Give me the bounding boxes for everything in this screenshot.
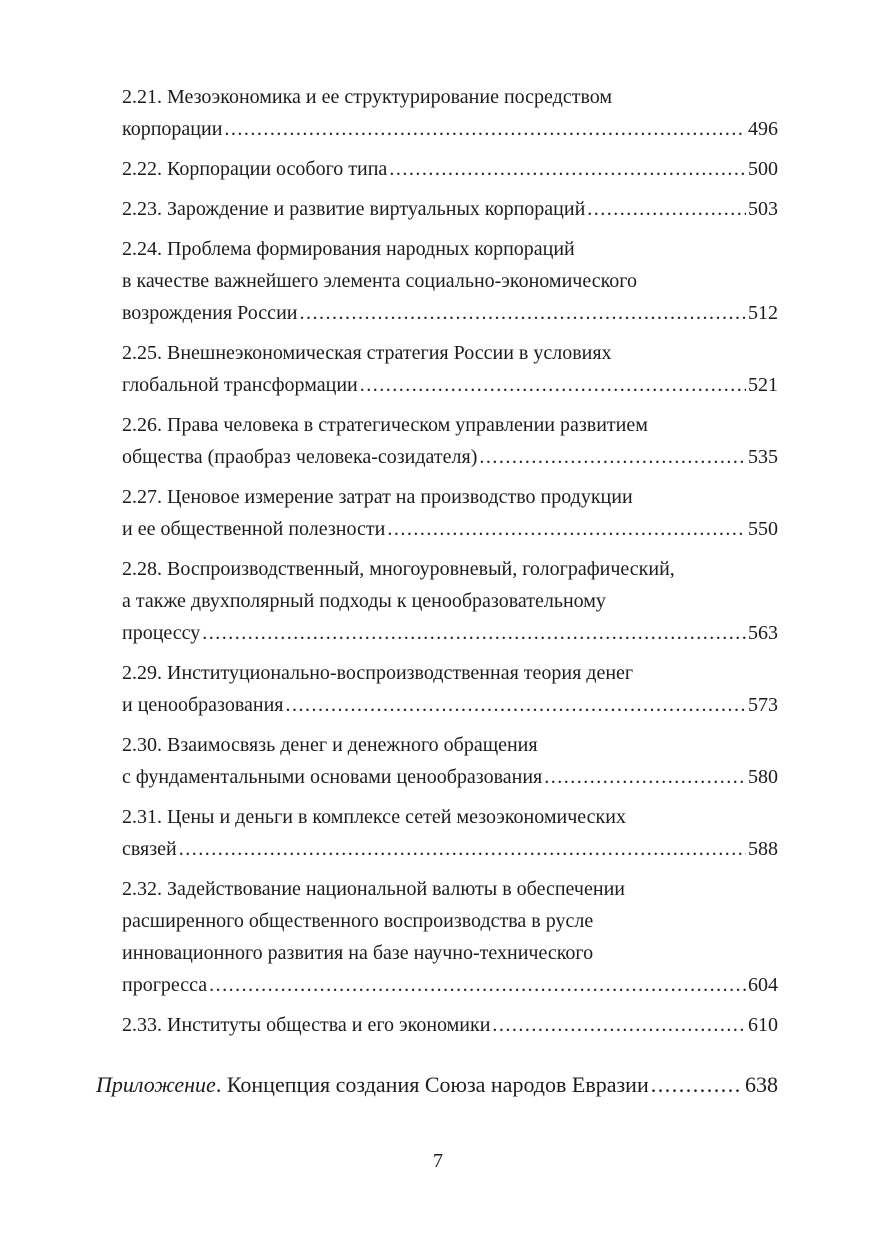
table-of-contents — [122, 81, 778, 1049]
dot-leader — [285, 689, 746, 721]
toc-entry-text: общества (праобраз человека-созидателя) — [122, 446, 478, 468]
toc-entry-text: 2.21. Мезоэкономика и ее структурирование посредством — [122, 86, 613, 108]
toc-entry[interactable] — [122, 801, 778, 865]
toc-entry[interactable] — [122, 193, 778, 225]
dot-leader — [360, 369, 746, 401]
appendix-label: Приложение — [96, 1072, 216, 1097]
toc-entry-text: а также двухполярный подходы к ценообразовательному — [122, 590, 606, 612]
toc-entry-text: 2.32. Задействование национальной валюты в обеспечении — [122, 878, 625, 900]
appendix-title — [96, 1068, 649, 1102]
toc-entry-text: 2.28. Воспроизводственный, многоуровневый, голографический, — [122, 558, 675, 580]
toc-entry-line — [122, 553, 778, 585]
toc-entry-last-line — [122, 1009, 778, 1041]
toc-entry-line — [122, 873, 778, 905]
toc-entry-line — [122, 265, 778, 297]
toc-entry-text: возрождения России — [122, 302, 298, 324]
toc-entry-line — [122, 481, 778, 513]
toc-entry-line — [122, 729, 778, 761]
toc-entry[interactable] — [122, 873, 778, 1001]
toc-entry-line — [122, 81, 778, 113]
toc-page-ref: 580 — [748, 766, 778, 788]
dot-leader — [387, 513, 746, 545]
toc-entry-last-line — [122, 761, 778, 793]
toc-entry-line — [122, 337, 778, 369]
toc-page-ref: 573 — [748, 694, 778, 716]
toc-page-ref: 610 — [748, 1014, 778, 1036]
dot-leader — [544, 761, 746, 793]
toc-entry-last-line — [122, 969, 778, 1001]
toc-entry-text: процессу — [122, 622, 201, 644]
dot-leader — [224, 113, 746, 145]
toc-entry-line — [122, 905, 778, 937]
toc-entry-text: глобальной трансформации — [122, 374, 358, 396]
toc-entry-text: 2.30. Взаимосвязь денег и денежного обращения — [122, 734, 538, 756]
toc-entry-text: расширенного общественного воспроизводства в русле — [122, 910, 594, 932]
toc-entry-text: и ценообразования — [122, 694, 284, 716]
toc-entry[interactable] — [122, 337, 778, 401]
toc-entry-last-line — [122, 369, 778, 401]
toc-page-ref: 521 — [748, 374, 778, 396]
toc-entry-last-line — [122, 441, 778, 473]
toc-entry-text: 2.27. Ценовое измерение затрат на производство продукции — [122, 486, 633, 508]
toc-entry-text: 2.26. Права человека в стратегическом управлении развитием — [122, 414, 648, 436]
toc-entry-last-line — [122, 513, 778, 545]
toc-entry-last-line — [122, 153, 778, 185]
dot-leader — [651, 1068, 743, 1102]
toc-entry-text: 2.25. Внешнеэкономическая стратегия России в условиях — [122, 342, 612, 364]
toc-entry-text: 2.31. Цены и деньги в комплексе сетей мезоэкономических — [122, 806, 626, 828]
toc-entry-text: в качестве важнейшего элемента социально-экономического — [122, 270, 637, 292]
toc-entry[interactable] — [122, 409, 778, 473]
toc-entry-line — [122, 801, 778, 833]
toc-entry-text: инновационного развития на базе научно-технического — [122, 942, 594, 964]
toc-entry-line — [122, 937, 778, 969]
toc-page-ref: 563 — [748, 622, 778, 644]
dot-leader — [299, 297, 746, 329]
toc-entry-line — [122, 585, 778, 617]
toc-entry-last-line — [122, 297, 778, 329]
toc-entry-last-line — [122, 617, 778, 649]
toc-entry-line — [122, 233, 778, 265]
toc-entry[interactable] — [122, 657, 778, 721]
page-number: 7 — [433, 1150, 443, 1172]
toc-entry-text: 2.22. Корпорации особого типа — [122, 158, 388, 180]
toc-entry-last-line — [122, 689, 778, 721]
toc-page-ref: 588 — [748, 838, 778, 860]
toc-entry[interactable] — [122, 481, 778, 545]
toc-entry-last-line — [122, 833, 778, 865]
toc-entry-text: и ее общественной полезности — [122, 518, 386, 540]
toc-entry[interactable] — [122, 233, 778, 329]
toc-entry[interactable] — [122, 729, 778, 793]
dot-leader — [179, 833, 746, 865]
toc-appendix-entry[interactable] — [96, 1068, 778, 1102]
toc-entry[interactable] — [122, 1009, 778, 1041]
toc-page-ref: 503 — [748, 198, 778, 220]
appendix-page-ref: 638 — [745, 1072, 778, 1097]
dot-leader — [587, 193, 746, 225]
toc-entry[interactable] — [122, 153, 778, 185]
dot-leader — [202, 617, 746, 649]
toc-page-ref: 604 — [748, 974, 778, 996]
toc-page-ref: 550 — [748, 518, 778, 540]
toc-entry-text: прогресса — [122, 974, 208, 996]
toc-page-ref: 496 — [748, 118, 778, 140]
dot-leader — [389, 153, 746, 185]
toc-entry-text: 2.29. Институционально-воспроизводственная теория денег — [122, 662, 634, 684]
toc-entry-text: 2.23. Зарождение и развитие виртуальных корпораций — [122, 198, 586, 220]
toc-entry-text: корпорации — [122, 118, 223, 140]
toc-entry[interactable] — [122, 81, 778, 145]
toc-entry-last-line — [122, 193, 778, 225]
toc-page-ref: 500 — [748, 158, 778, 180]
toc-page-ref: 512 — [748, 302, 778, 324]
toc-entry-last-line — [122, 113, 778, 145]
toc-entry-line — [122, 657, 778, 689]
dot-leader — [492, 1009, 746, 1041]
toc-page-ref: 535 — [748, 446, 778, 468]
toc-entry[interactable] — [122, 553, 778, 649]
appendix-title-text: . Концепция создания Союза народов Евразии — [215, 1072, 649, 1097]
dot-leader — [209, 969, 746, 1001]
toc-entry-text: связей — [122, 838, 177, 860]
toc-entry-text: с фундаментальными основами ценообразования — [122, 766, 543, 788]
toc-entry-text: 2.24. Проблема формирования народных корпораций — [122, 238, 575, 260]
toc-entry-text: 2.33. Институты общества и его экономики — [122, 1014, 491, 1036]
toc-entry-line — [122, 409, 778, 441]
dot-leader — [479, 441, 746, 473]
